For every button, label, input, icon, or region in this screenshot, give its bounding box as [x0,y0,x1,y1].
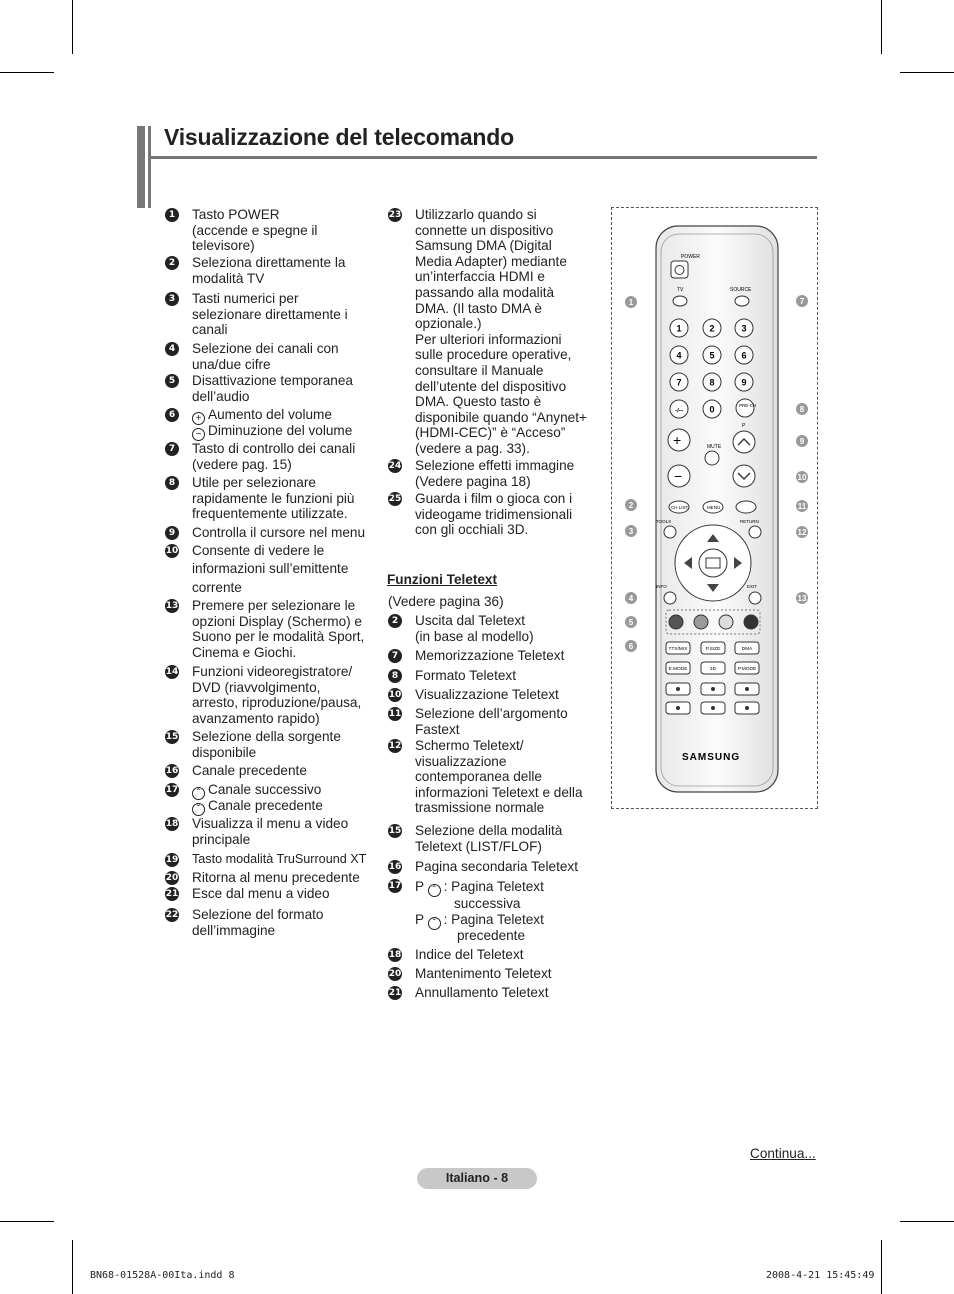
p-label: P [415,879,424,894]
crop-mark [72,1240,73,1294]
item-number-badge: 22 [165,910,179,920]
item-text: Disattivazione temporanea dell’audio [192,373,353,404]
item-number-badge: 4 [165,342,179,356]
item-text: Uscita dal Teletext (in base al modello) [415,613,534,644]
power-button [671,261,688,278]
prech-label: PRE-CH [739,403,757,408]
chevron-down-icon: ˇ [192,803,205,816]
item-text: Ritorna al menu precedente [192,870,360,885]
channel-down-row [192,798,323,816]
digit-label: 0 [709,404,715,415]
digit-label: 2 [709,323,715,334]
power-label: POWER [681,254,700,260]
item-text: Consente di vedere le [192,543,325,558]
digit-label: 9 [741,377,747,388]
item-text: Selezione dell’argomento Fastext [415,706,568,737]
item-text: Annullamento Teletext [415,985,549,1000]
exit-button [749,592,761,604]
item-number-badge: 7 [165,442,179,456]
fast-forward-icon [745,687,749,691]
item-number-badge: 2 [165,256,179,270]
p-label: P [742,423,746,429]
item-number-badge: 15 [388,826,402,836]
item-text: Canale precedente [192,763,307,778]
item-text: Tasti numerici per selezionare direttamente i canali [192,291,348,338]
digit-label: 6 [741,350,747,361]
item-text: Controlla il cursore nel menu [192,525,366,540]
play-icon [711,706,715,710]
callout-right-label: 10 [797,473,807,482]
item-number-badge: 20 [165,873,179,883]
guide-button [736,501,756,513]
digit-label: 3 [741,323,747,334]
item-text: Visualizzazione Teletext [415,687,559,702]
channel-down-button [733,465,755,487]
crop-mark [0,1221,54,1222]
crop-mark [900,72,954,73]
record-icon [676,706,680,710]
item-number-badge: 20 [388,969,402,979]
info-button [664,592,676,604]
continue-link: Continua... [750,1146,816,1161]
item-number-badge: 16 [388,862,402,872]
channel-up-button [733,431,755,453]
tools-button [664,526,676,538]
p-down-line-2: precedente [457,928,526,943]
item-number-badge: 12 [388,741,402,751]
pmode-label: P.MODE [737,667,757,672]
callout-left-label: 4 [628,594,634,603]
source-button [735,296,749,306]
pause-icon [711,687,715,691]
item-number-badge: 23 [388,210,402,220]
callout-right-label: 12 [797,528,807,537]
digit-label: 4 [676,350,682,361]
item-number-badge: 6 [165,408,179,422]
item-number-badge: 8 [165,476,179,490]
chevron-down-icon: ˇ [428,917,441,930]
item-text: Tasto di controllo dei canali (vedere pag. 15) [192,441,356,472]
emode-label: E.MODE [668,667,688,672]
item-text: Tasto POWER (accende e spegne il televisore) [192,207,318,254]
volume-down-row [192,423,352,441]
enter-button [699,549,727,577]
remote-illustration-frame [611,207,818,809]
callout-right-label: 11 [797,502,807,511]
return-label: RETURN [740,519,759,524]
print-file-info: BN68-01528A-00Ita.indd 8 [90,1270,235,1281]
plus-icon: + [192,412,205,425]
svg-text:−: − [674,468,683,484]
row-text: Aumento del volume [208,407,332,422]
callout-left-label: 3 [628,527,634,536]
p-up-text: : Pagina Teletext [443,879,544,894]
digit-label: 7 [676,377,682,388]
digit-label: 5 [709,350,715,361]
item-number-badge: 17 [165,785,179,795]
item-number-badge: 3 [165,292,179,306]
item-number-badge: 24 [388,461,402,471]
mute-label: MUTE [707,444,722,450]
callout-right-label: 13 [797,594,807,603]
row-text: Canale precedente [208,798,323,813]
item-text: Memorizzazione Teletext [415,648,565,663]
chlist-label: CH LIST [671,505,689,510]
digit-label: 1 [676,323,682,334]
item-text: Indice del Teletext [415,947,524,962]
callout-left-label: 5 [628,618,634,627]
item-number-badge: 13 [165,601,179,611]
item-text: Pagina secondaria Teletext [415,859,578,874]
tools-label: TOOLS [656,519,672,524]
item-number-badge: 8 [388,669,402,683]
callout-left-label: 1 [628,298,634,307]
item-number-badge: 1 [165,208,179,222]
callout-left-label: 2 [628,501,634,510]
item-number-badge: 21 [165,889,179,899]
p-up-line [415,879,544,897]
teletext-heading: Funzioni Teletext [387,572,498,587]
item-number-badge: 18 [165,819,179,829]
item-number-badge: 9 [165,526,179,540]
menu-label: MENU [707,505,721,510]
rewind-icon [676,687,680,691]
source-label: SOURCE [730,287,752,293]
tv-label: TV [677,287,684,293]
crop-mark [900,1221,954,1222]
item-text: Mantenimento Teletext [415,966,552,981]
chevron-up-icon: ˆ [428,884,441,897]
item-text: Utile per selezionare rapidamente le funzioni più frequentemente utilizzate. [192,475,355,522]
page-number: Italiano - 8 [417,1168,537,1189]
p-up-line-2: successiva [454,896,521,911]
item-text: Selezione dei canali con una/due cifre [192,341,339,372]
item-text: Selezione effetti immagine (Vedere pagina 18) [415,458,575,489]
item-number-badge: 21 [388,988,402,998]
minus-icon: − [192,428,205,441]
item-number-badge: 7 [388,649,402,663]
tv-button [673,296,687,306]
teletext-note: (Vedere pagina 36) [388,594,504,609]
yellow-button [719,615,733,629]
item-text: Esce dal menu a video [192,886,330,901]
digit-label: -/-- [675,408,683,415]
item-number-badge: 5 [165,374,179,388]
item-number-badge: 15 [165,732,179,742]
crop-mark [0,72,54,73]
item-text: Visualizza il menu a video principale [192,816,349,847]
item-number-badge: 10 [388,690,402,700]
item-text: corrente [192,580,242,595]
item-number-badge: 11 [388,709,402,719]
item-number-badge: 2 [388,614,402,628]
crop-mark [881,0,882,54]
return-button [749,526,761,538]
row-text: Canale successivo [208,782,322,797]
red-button [669,615,683,629]
item-text: Seleziona direttamente la modalità TV [192,255,346,286]
callout-right-label: 9 [799,437,805,446]
threed-label: 3D [709,667,717,672]
item-number-badge: 19 [165,855,179,865]
info-label: INFO [656,584,667,589]
brand-logo: SAMSUNG [682,752,741,763]
item-text: Funzioni videoregistratore/ DVD (riavvolgimento, arresto, riproduzione/pausa, avanzamento rapido) [192,664,362,726]
item-text: Formato Teletext [415,668,516,683]
item-text: Schermo Teletext/ visualizzazione contemporanea delle informazioni Teletext e della trasmissione normale [415,738,583,816]
title-bar [137,126,145,208]
item-text: Selezione del formato dell’immagine [192,907,324,938]
item-text: Tasto modalità TruSurround XT [192,852,367,866]
remote-control-illustration [612,208,817,808]
p-down-text: : Pagina Teletext [443,912,544,927]
item-number-badge: 18 [388,950,402,960]
callout-right-label: 8 [799,405,805,414]
chevron-up-icon: ˆ [192,787,205,800]
item-text: informazioni sull’emittente [192,561,349,576]
digit-label: 8 [709,377,715,388]
title-rule [151,156,817,159]
p-label: P [415,912,424,927]
prech-button [736,399,757,417]
dma-label: DMA [741,647,753,652]
item-text: Utilizzarlo quando si connette un dispositivo Samsung DMA (Digital Media Adapter) mediante un’interfaccia HDMI e passando alla modalità DMA. (Il tasto DMA è opzionale.) Per ulteriori informazioni sulle procedure operative, consultare il Manuale dell’utente del dispositivo DMA. Questo tasto è disponibile quando “Anynet+ (HDMI-CEC)” è “Acceso” (vedere a pag. 33). [415,207,587,456]
item-text: Premere per selezionare le opzioni Display (Schermo) e Suono per le modalità Sport, Cinema e Giochi. [192,598,365,660]
callout-left-label: 6 [628,642,634,651]
svg-text:+: + [673,432,682,448]
item-number-badge: 14 [165,667,179,677]
row-text: Diminuzione del volume [208,423,353,438]
green-button [694,615,708,629]
blue-button [744,615,758,629]
mute-button [705,451,719,465]
item-text: Selezione della modalità Teletext (LIST/FLOF) [415,823,563,854]
item-text: Selezione della sorgente disponibile [192,729,341,760]
title-bar [148,126,151,208]
crop-mark [72,0,73,54]
stop-icon [745,706,749,710]
ttxmix-label: TTX/MIX [668,647,688,652]
item-number-badge: 25 [388,494,402,504]
item-number-badge: 10 [165,546,179,556]
crop-mark [881,1240,882,1294]
item-number-badge: 16 [165,766,179,776]
callout-right-label: 7 [799,297,805,306]
psize-label: P.SIZE [705,647,721,652]
print-date-info: 2008-4-21 15:45:49 [766,1270,875,1281]
item-number-badge: 17 [388,881,402,891]
page-title: Visualizzazione del telecomando [164,124,514,150]
item-text: Guarda i film o gioca con i videogame tridimensionali con gli occhiali 3D. [415,491,573,538]
exit-label: EXIT [747,584,758,589]
